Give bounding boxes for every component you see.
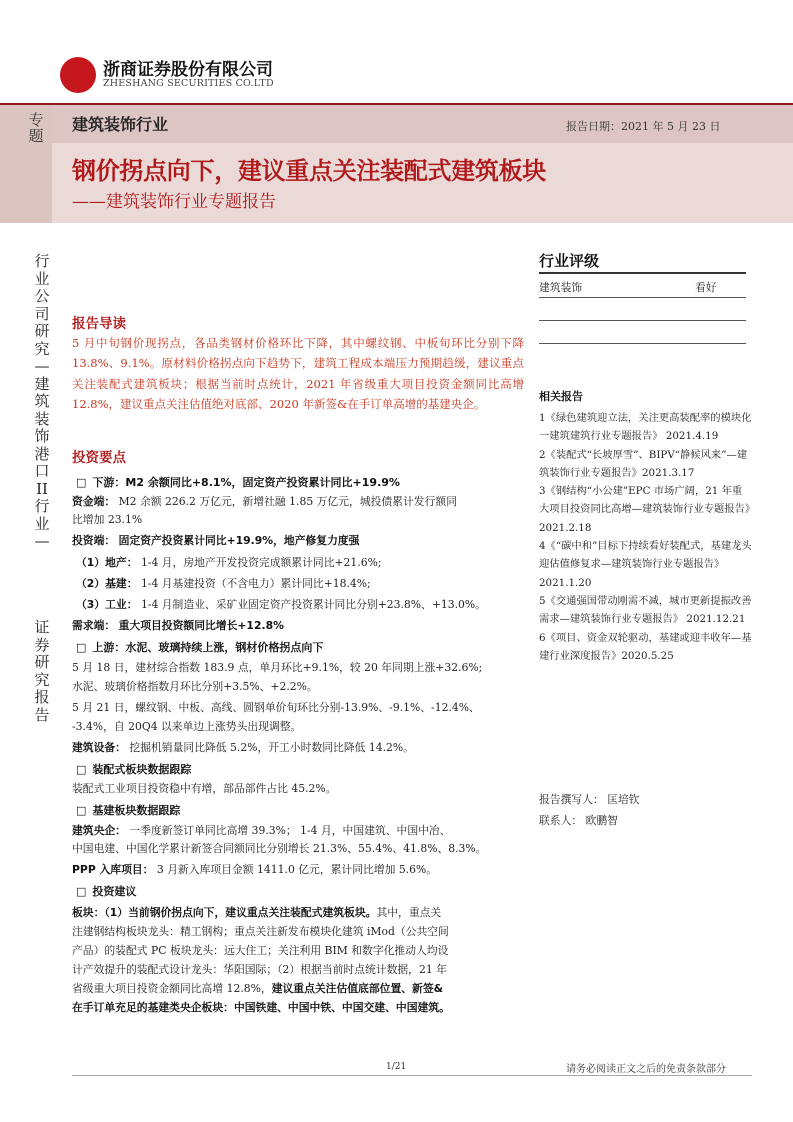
invest-industry-label: （3）工业： [76,598,138,611]
rating-rule-3 [539,343,746,344]
guide-title: 报告导读 [72,316,126,332]
rating-value: 看好 [695,281,717,294]
demand-line [72,618,284,633]
related-report-item[interactable]: 3《钢结构“小公建”EPC 市场广阔，21 年重大项目投资同比高增—建筑装饰行业专题报告》2021.2.18 [539,485,751,534]
invest-text: 固定资产投资累计同比+19.9%，地产修复力度强 [118,534,360,547]
invest-infra [76,576,371,591]
soe-line [72,823,451,838]
rating-rule-1 [539,297,746,298]
ppp-label: PPP 入库项目： [72,863,154,876]
upstream-line-2: 水泥、玻璃价格指数月环比分别+3.5%、+2.2%。 [72,680,318,693]
vertical-category-label: 行业公司研究—建筑装饰港口II行业— [34,252,50,550]
vertical-doc-type-label: 证券研究报告 [34,618,50,724]
footer-disclaimer: 请务必阅读正文之后的免责条款部分 [566,1064,726,1075]
advice-bold-3: 在手订单充足的基建类央企板块：中国铁建、中国中铁、中国交建、中国建筑。 [72,1001,450,1014]
page-number: 1/21 [386,1062,407,1072]
advice-line-4: 计产效提升的装配式设计龙头：华阳国际；（2）根据当前时点统计数据，21 年 [72,963,447,976]
advice-bold-1: （1）当前钢价拐点向下，建议重点关注装配式建筑板块。 [104,906,377,919]
company-logo-icon [60,57,96,93]
related-report-item[interactable]: 1《绿色建筑迎立法，关注更高装配率的模块化一建筑建筑行业专题报告》 2021.4.19 [539,412,752,443]
section-downstream-heading: □ 下游：M2 余额同比+8.1%，固定资产投资累计同比+19.9% [76,474,400,490]
rating-rule-2 [539,320,746,321]
invest-line [72,533,359,548]
advice-bold-2: 建议重点关注估值底部位置、新签& [271,982,444,995]
prefab-text: 装配式工业项目投资稳中有增，部品部件占比 45.2%。 [72,782,337,795]
equipment-line [72,740,414,755]
demand-label: 需求端： [72,619,116,632]
demand-text: 重大项目投资额同比增长+12.8% [118,619,284,632]
rating-industry: 建筑装饰 [539,281,583,294]
advice-line-3: 产品）的装配式 PC 板块龙头：远大住工；关注利用 BIM 和数字化推动人均设 [72,944,449,957]
related-reports-title: 相关报告 [539,390,583,403]
advice-text-1: 其中，重点关 [376,906,442,919]
related-report-item[interactable]: 4《“碳中和”目标下持续看好装配式，基建龙头迎估值修复求—建筑装饰行业专题报告》2021.1.20 [539,540,752,589]
rating-row [539,280,746,295]
section-upstream-heading: □ 上游：水泥、玻璃持续上涨，钢材价格拐点向下 [76,639,323,655]
advice-label: 板块： [72,906,105,919]
upstream-line-4: -3.4%，自 20Q4 以来单边上涨势头出现调整。 [72,720,302,733]
related-report-item[interactable]: 2《装配式“长坡厚雪”、BIPV“静候风来”—建筑装饰行业专题报告》2021.3.17 [539,448,748,479]
equipment-label: 建筑设备： [72,741,126,754]
company-name: 浙商证券股份有限公司 [103,60,273,80]
invest-infra-label: （2）基建： [76,577,138,590]
report-type-label: 专题 [28,111,44,145]
funds-text: M2 余额 226.2 万亿元，新增社融 1.85 万亿元，城投债累计发行额同 [118,495,457,508]
report-title: 钢价拐点向下，建议重点关注装配式建筑板块 [72,157,546,185]
section-prefab-heading: □ 装配式板块数据跟踪 [76,761,191,777]
rating-title: 行业评级 [539,252,600,270]
soe-text: 一季度新签订单同比高增 39.3%； 1-4 月，中国建筑、中国中冶、 [129,824,451,837]
ppp-text: 3 月新入库项目金额 1411.0 亿元，累计同比增加 5.6%。 [156,863,438,876]
advice-line-1 [72,905,441,920]
report-writer: 报告撰写人： 匡培钦 [539,793,640,806]
industry-name: 建筑装饰行业 [72,115,169,134]
invest-realestate-text: 1-4 月，房地产开发投资完成额累计同比+21.6%; [140,556,382,569]
advice-line-5 [72,981,443,996]
advice-line-2: 注建钢结构板块龙头：精工钢构；重点关注新发布模块化建筑 iMod（公共空间 [72,925,449,938]
soe-text-cont: 中国电建、中国化学累计新签合同额同比分别增长 21.3%、55.4%、41.8%、8.3%。 [72,842,487,855]
funds-line [72,494,457,509]
invest-realestate [76,555,382,570]
invest-infra-text: 1-4 月基建投资（不含电力）累计同比+18.4%; [140,577,371,590]
section-advice-heading: □ 投资建议 [76,883,136,899]
section-infra-heading: □ 基建板块数据跟踪 [76,802,180,818]
points-title: 投资要点 [72,450,126,466]
invest-industry-text: 1-4 月制造业、采矿业固定资产投资累计同比分别+23.8%、+13.0%。 [140,598,486,611]
invest-realestate-label: （1）地产： [76,556,138,569]
invest-label: 投资端： [72,534,116,547]
equipment-text: 挖掘机销量同比降低 5.2%，开工小时数同比降低 14.2%。 [129,741,414,754]
advice-text-5: 省级重大项目投资金额同比高增 12.8%， [72,982,272,995]
invest-industry [76,597,486,612]
report-contact: 联系人： 欧鹏智 [539,814,619,827]
upstream-line-3: 5 月 21 日，螺纹钢、中板、高线、圆钢单价旬环比分别-13.9%、-9.1%、-12.4%、 [72,701,480,714]
ppp-line [72,862,437,877]
rating-divider [539,272,746,274]
funds-label: 资金端： [72,495,116,508]
guide-text: 5 月中旬钢价现拐点，各品类钢材价格环比下降，其中螺纹钢、中板旬环比分别下降 13.8%、9.1%。原材料价格拐点向下趋势下，建筑工程成本端压力预期趋缓，建议重点关注装配式建筑板块；根据当前时点统计，2021 年省级重大项目投资金额同比高增 12.8%，建议重点关注估值绝对底部、2020 年新签&在手订单高增的基建央企。 [72,336,524,411]
related-report-item[interactable]: 6《项目、资金双轮驱动，基建或迎丰收年—基建行业深度报告》2020.5.25 [539,631,752,662]
related-report-item[interactable]: 5《交通强国带动刚需不减，城市更新提振改善需求—建筑装饰行业专题报告》 2021.12.21 [539,594,752,626]
related-reports-list [539,409,752,665]
funds-text-cont: 比增加 23.1% [72,513,143,526]
upstream-line-1: 5 月 18 日，建材综合指数 183.9 点，单月环比+9.1%，较 20 年同期上涨+32.6%; [72,661,483,674]
report-subtitle: ——建筑装饰行业专题报告 [72,192,276,212]
report-date: 报告日期：2021 年 5 月 23 日 [566,120,721,133]
footer-divider [72,1075,752,1076]
soe-label: 建筑央企： [72,824,126,837]
company-name-en: ZHESHANG SECURITIES CO.LTD [103,78,274,89]
